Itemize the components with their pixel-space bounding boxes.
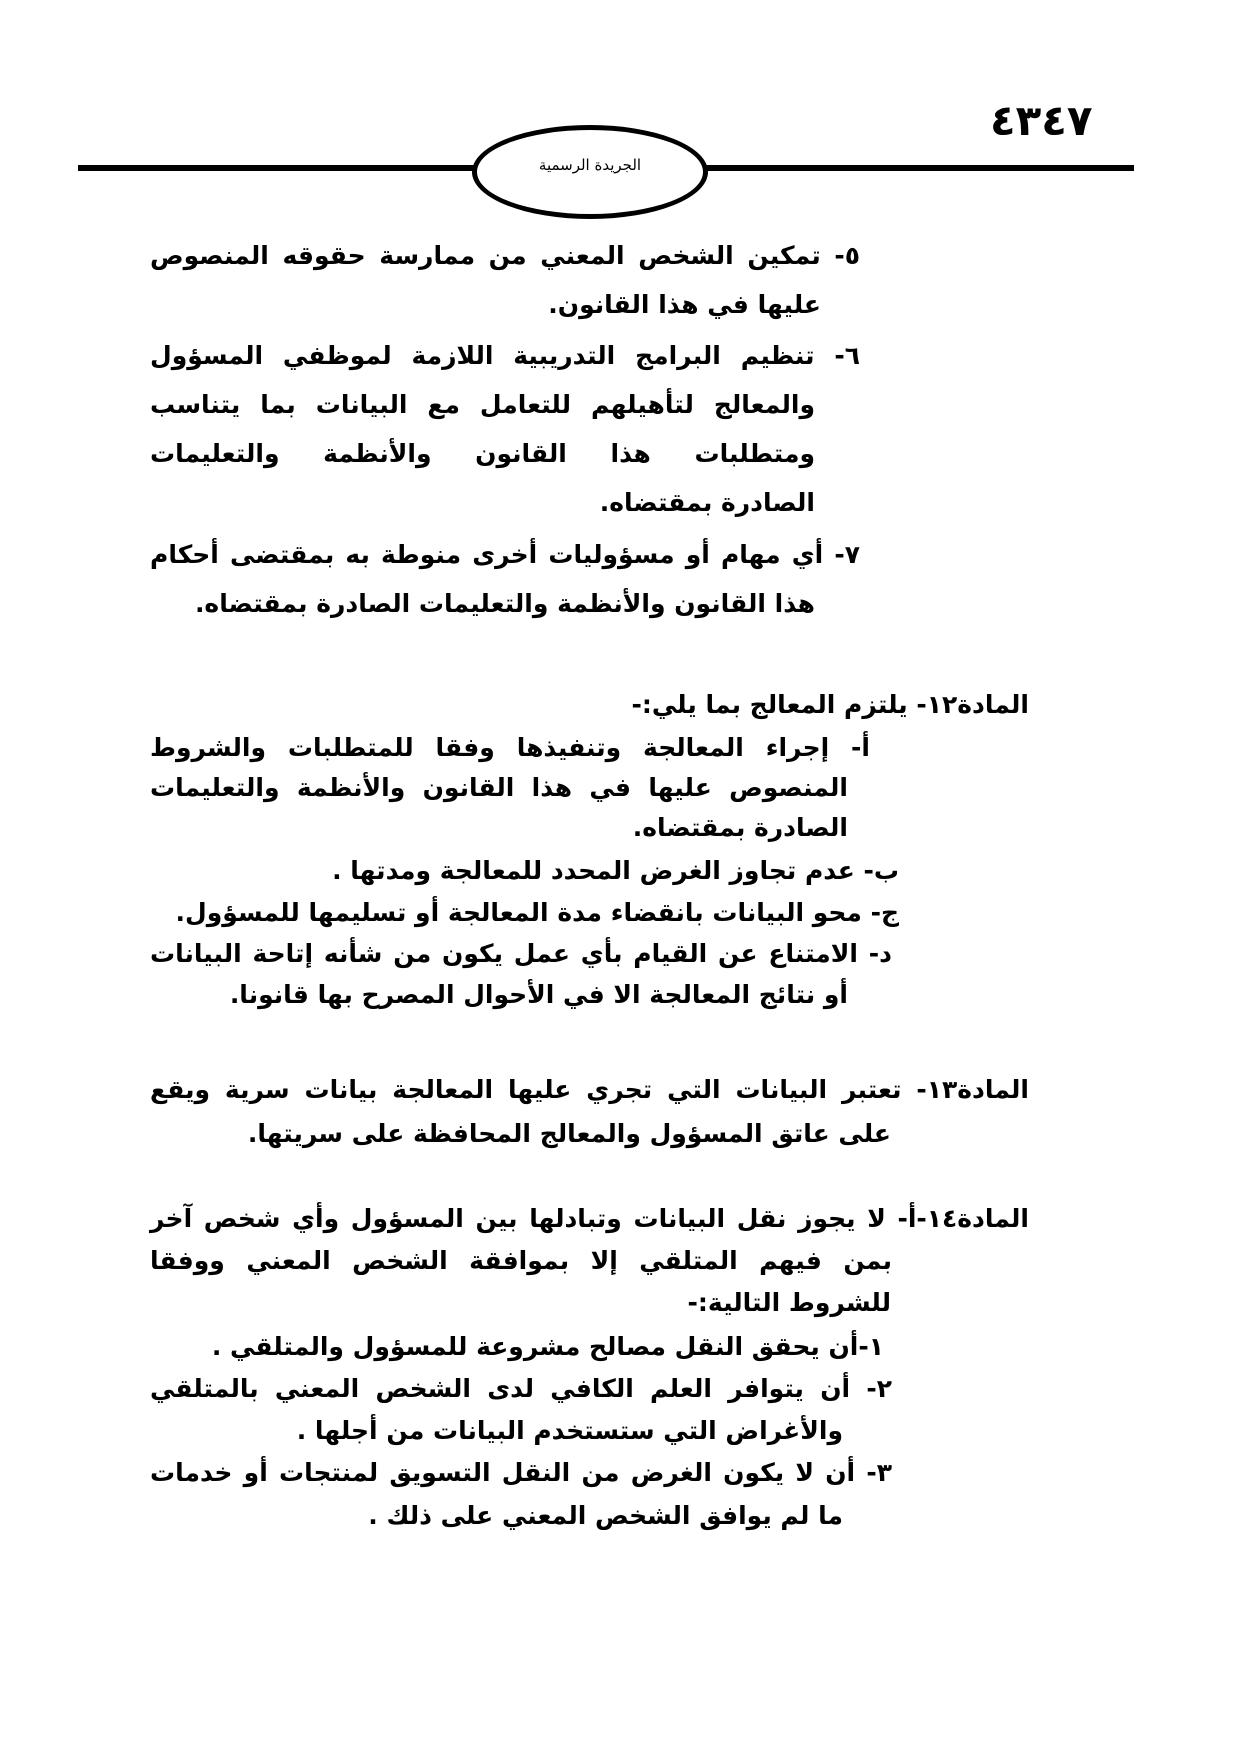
item6-line2: والمعالج لتأهيلهم للتعامل مع البيانات بما يتناسب bbox=[150, 390, 815, 419]
article12-a-line2: المنصوص عليها في هذا القانون والأنظمة والتعليمات bbox=[150, 773, 848, 802]
gazette-title: الجريدة الرسمية bbox=[538, 156, 642, 174]
article14-line2: بمن فيهم المتلقي إلا بموافقة الشخص المعني ووفقا bbox=[150, 1246, 892, 1275]
article14-condition1: ١-أن يحقق النقل مصالح مشروعة للمسؤول والمتلقي . bbox=[211, 1332, 884, 1361]
article12-a-line3: الصادرة بمقتضاه. bbox=[632, 813, 848, 842]
article13-line2: على عاتق المسؤول والمعالج المحافظة على سريتها. bbox=[247, 1119, 891, 1148]
article14-condition3-line2: ما لم يوافق الشخص المعني على ذلك . bbox=[368, 1501, 843, 1530]
article12-c: ج- محو البيانات بانقضاء مدة المعالجة أو تسليمها للمسؤول. bbox=[175, 898, 899, 927]
article14-condition3-line1: ٣- أن لا يكون الغرض من النقل التسويق لمنتجات أو خدمات bbox=[150, 1458, 892, 1487]
article12-d-line2: أو نتائج المعالجة الا في الأحوال المصرح بها قانونا. bbox=[229, 980, 848, 1009]
header-rule-right bbox=[702, 165, 1134, 171]
item6-line1: ٦- تنظيم البرامج التدريبية اللازمة لموظفي المسؤول bbox=[150, 341, 860, 370]
header-rule-left bbox=[78, 165, 478, 171]
article13-line1: المادة١٣- تعتبر البيانات التي تجري عليها المعالجة بيانات سرية ويقع bbox=[150, 1075, 1029, 1104]
article12-d-line1: د- الامتناع عن القيام بأي عمل يكون من شأنه إتاحة البيانات bbox=[150, 939, 892, 968]
item5-line1: ٥- تمكين الشخص المعني من ممارسة حقوقه المنصوص bbox=[150, 241, 860, 270]
item6-line3: ومتطلبات هذا القانون والأنظمة والتعليمات bbox=[150, 439, 815, 468]
item5-line2: عليها في هذا القانون. bbox=[548, 290, 821, 319]
article14-line1: المادة١٤-أ- لا يجوز نقل البيانات وتبادلها بين المسؤول وأي شخص آخر bbox=[150, 1204, 1029, 1233]
item7-line1: ٧- أي مهام أو مسؤوليات أخرى منوطة به بمقتضى أحكام bbox=[150, 540, 860, 569]
page-number: ٤٣٤٧ bbox=[990, 96, 1093, 145]
gazette-title-oval bbox=[472, 125, 708, 219]
item6-line4: الصادرة بمقتضاه. bbox=[599, 488, 815, 517]
article12-heading: المادة١٢- يلتزم المعالج بما يلي:- bbox=[631, 690, 1029, 719]
article12-b: ب- عدم تجاوز الغرض المحدد للمعالجة ومدتها . bbox=[332, 856, 899, 885]
article12-a-line1: أ- إجراء المعالجة وتنفيذها وفقا للمتطلبات والشروط bbox=[150, 733, 870, 762]
article14-line3: للشروط التالية:- bbox=[687, 1288, 891, 1317]
article14-condition2-line1: ٢- أن يتوافر العلم الكافي لدى الشخص المعني بالمتلقي bbox=[150, 1374, 892, 1403]
article14-condition2-line2: والأغراض التي ستستخدم البيانات من أجلها . bbox=[296, 1416, 843, 1445]
item7-line2: هذا القانون والأنظمة والتعليمات الصادرة بمقتضاه. bbox=[194, 589, 815, 618]
